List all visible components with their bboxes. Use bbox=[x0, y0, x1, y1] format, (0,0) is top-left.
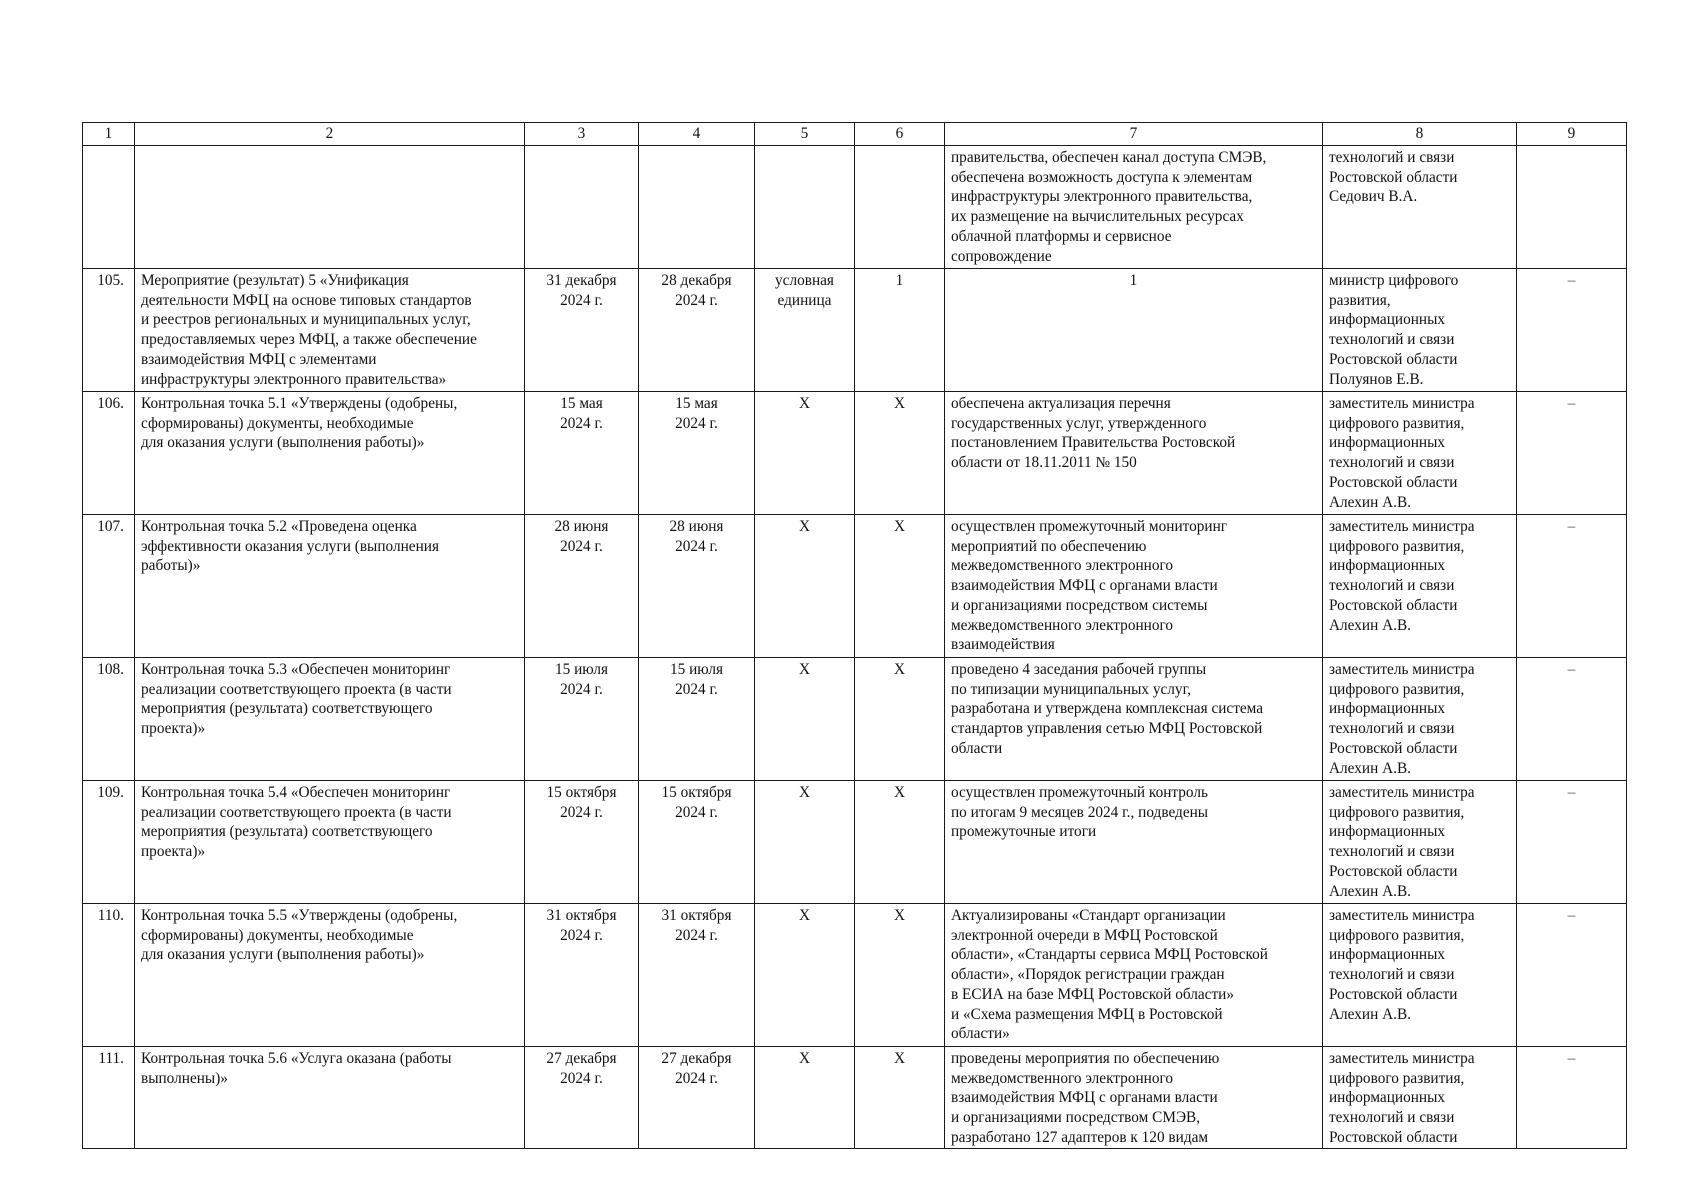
value-cell bbox=[855, 392, 945, 515]
result-cell bbox=[945, 1047, 1323, 1149]
column-number: 3 bbox=[525, 123, 639, 146]
event-name-text: Мероприятие (результат) 5 «Унификация деятельности МФЦ на основе типовых стандартов и реестров региональных и муниципальных услуг, предоставляемых через МФЦ, а также обеспечение взаимодействия МФЦ с элементами инфраструктуры электронного правительства» bbox=[141, 272, 477, 388]
table-row bbox=[83, 392, 1627, 515]
event-name-cell bbox=[135, 1047, 525, 1149]
table-row bbox=[83, 781, 1627, 904]
result-cell bbox=[945, 515, 1323, 658]
result-text: проведены мероприятия по обеспечению межведомственного электронного взаимодействия МФЦ с органами власти и организациями посредством СМЭВ, разработано 127 адаптеров к 120 видам bbox=[951, 1050, 1220, 1146]
unit-cell bbox=[755, 515, 855, 658]
planned-date-cell bbox=[525, 658, 639, 781]
value-text: Х bbox=[893, 907, 906, 924]
report-table bbox=[82, 122, 1627, 1149]
unit-text: Х bbox=[798, 661, 811, 678]
planned-date-cell bbox=[525, 1047, 639, 1149]
result-text: осуществлен промежуточный контроль по итогам 9 месяцев 2024 г., подведены промежуточные итоги bbox=[951, 784, 1209, 841]
event-name-text: Контрольная точка 5.1 «Утверждены (одобрены, сформированы) документы, необходимые для оказания услуги (выполнения работы)» bbox=[141, 395, 458, 452]
value-cell bbox=[855, 781, 945, 904]
actual-date-cell bbox=[639, 269, 755, 392]
planned-date-text: 31 октября 2024 г. bbox=[546, 907, 617, 944]
actual-date-cell bbox=[639, 146, 755, 269]
actual-date-cell bbox=[639, 1047, 755, 1149]
planned-date-cell bbox=[525, 146, 639, 269]
event-name-text: Контрольная точка 5.5 «Утверждены (одобрены, сформированы) документы, необходимые для оказания услуги (выполнения работы)» bbox=[141, 907, 458, 964]
planned-date-text: 15 октября 2024 г. bbox=[546, 784, 617, 821]
table-row bbox=[83, 269, 1627, 392]
column-number: 5 bbox=[755, 123, 855, 146]
column-number: 9 bbox=[1517, 123, 1627, 146]
note-cell bbox=[1517, 515, 1627, 658]
table-row bbox=[83, 515, 1627, 658]
column-number: 4 bbox=[639, 123, 755, 146]
responsible-text: министр цифрового развития, информационных технологий и связи Ростовской области Полуянов Е.В. bbox=[1329, 272, 1459, 388]
planned-date-cell bbox=[525, 515, 639, 658]
row-number-text: 107. bbox=[97, 518, 124, 535]
planned-date-cell bbox=[525, 781, 639, 904]
result-cell bbox=[945, 392, 1323, 515]
row-number-cell bbox=[83, 1047, 135, 1149]
planned-date-text: 28 июня 2024 г. bbox=[554, 518, 609, 555]
result-text: 1 bbox=[1129, 272, 1138, 289]
unit-text: условная единица bbox=[775, 272, 834, 309]
note-text: – bbox=[1567, 272, 1576, 289]
note-cell bbox=[1517, 781, 1627, 904]
result-cell bbox=[945, 658, 1323, 781]
column-number-row bbox=[83, 123, 1627, 146]
unit-cell bbox=[755, 781, 855, 904]
actual-date-cell bbox=[639, 781, 755, 904]
responsible-cell bbox=[1323, 392, 1517, 515]
column-number: 2 bbox=[135, 123, 525, 146]
row-number-text: 106. bbox=[97, 395, 124, 412]
table-row bbox=[83, 904, 1627, 1047]
value-cell bbox=[855, 658, 945, 781]
note-text: – bbox=[1567, 1050, 1576, 1067]
actual-date-text: 27 декабря 2024 г. bbox=[661, 1050, 732, 1087]
responsible-cell bbox=[1323, 904, 1517, 1047]
value-cell bbox=[855, 1047, 945, 1149]
actual-date-text: 28 июня 2024 г. bbox=[669, 518, 724, 555]
actual-date-text: 31 октября 2024 г. bbox=[661, 907, 732, 944]
responsible-text: заместитель министра цифрового развития, информационных технологий и связи Ростовской области bbox=[1329, 1050, 1475, 1146]
unit-cell bbox=[755, 392, 855, 515]
event-name-cell bbox=[135, 781, 525, 904]
actual-date-cell bbox=[639, 392, 755, 515]
column-number: 7 bbox=[945, 123, 1323, 146]
event-name-cell bbox=[135, 269, 525, 392]
column-number: 8 bbox=[1323, 123, 1517, 146]
value-cell bbox=[855, 146, 945, 269]
note-text: – bbox=[1567, 395, 1576, 412]
table-row bbox=[83, 1047, 1627, 1149]
event-name-cell bbox=[135, 658, 525, 781]
responsible-text: заместитель министра цифрового развития, информационных технологий и связи Ростовской области Алехин А.В. bbox=[1329, 395, 1475, 511]
note-text: – bbox=[1567, 518, 1576, 535]
result-cell bbox=[945, 781, 1323, 904]
actual-date-cell bbox=[639, 904, 755, 1047]
table-row bbox=[83, 146, 1627, 269]
note-text: – bbox=[1567, 661, 1576, 678]
event-name-text: Контрольная точка 5.4 «Обеспечен мониторинг реализации соответствующего проекта (в части мероприятия (результата) соответствующего проекта)» bbox=[141, 784, 452, 861]
responsible-cell bbox=[1323, 515, 1517, 658]
value-cell bbox=[855, 515, 945, 658]
planned-date-text: 15 июля 2024 г. bbox=[554, 661, 609, 698]
responsible-cell bbox=[1323, 781, 1517, 904]
planned-date-cell bbox=[525, 269, 639, 392]
responsible-text: заместитель министра цифрового развития, информационных технологий и связи Ростовской области Алехин А.В. bbox=[1329, 784, 1475, 900]
value-text: 1 bbox=[895, 272, 904, 289]
value-cell bbox=[855, 269, 945, 392]
column-number: 1 bbox=[83, 123, 135, 146]
result-cell bbox=[945, 146, 1323, 269]
planned-date-cell bbox=[525, 392, 639, 515]
unit-text: Х bbox=[798, 907, 811, 924]
row-number-cell bbox=[83, 269, 135, 392]
responsible-cell bbox=[1323, 146, 1517, 269]
actual-date-text: 28 декабря 2024 г. bbox=[661, 272, 732, 309]
result-text: обеспечена актуализация перечня государственных услуг, утвержденного постановлением Правительства Ростовской области от 18.11.2011 № 150 bbox=[951, 395, 1236, 472]
responsible-cell bbox=[1323, 269, 1517, 392]
value-text: Х bbox=[893, 784, 906, 801]
row-number-cell bbox=[83, 146, 135, 269]
responsible-text: заместитель министра цифрового развития, информационных технологий и связи Ростовской области Алехин А.В. bbox=[1329, 661, 1475, 777]
actual-date-text: 15 октября 2024 г. bbox=[661, 784, 732, 821]
unit-cell bbox=[755, 658, 855, 781]
value-text: Х bbox=[893, 395, 906, 412]
unit-cell bbox=[755, 146, 855, 269]
result-text: осуществлен промежуточный мониторинг мероприятий по обеспечению межведомственного электронного взаимодействия МФЦ с органами власти и организациями посредством системы межведомственного электронного взаимодействия bbox=[951, 518, 1228, 654]
result-text: Актуализированы «Стандарт организации электронной очереди в МФЦ Ростовской области», «Стандарты сервиса МФЦ Ростовской области», «Порядок регистрации граждан в ЕСИА на базе МФЦ Ростовской области» и «Схема размещения МФЦ в Ростовской области» bbox=[951, 907, 1268, 1043]
actual-date-text: 15 июля 2024 г. bbox=[669, 661, 724, 698]
note-cell bbox=[1517, 146, 1627, 269]
responsible-text: заместитель министра цифрового развития, информационных технологий и связи Ростовской области Алехин А.В. bbox=[1329, 907, 1475, 1023]
row-number-text: 110. bbox=[97, 907, 124, 924]
planned-date-text: 31 декабря 2024 г. bbox=[546, 272, 617, 309]
row-number-cell bbox=[83, 781, 135, 904]
note-cell bbox=[1517, 269, 1627, 392]
note-cell bbox=[1517, 392, 1627, 515]
event-name-cell bbox=[135, 392, 525, 515]
row-number-cell bbox=[83, 392, 135, 515]
unit-text: Х bbox=[798, 518, 811, 535]
actual-date-cell bbox=[639, 658, 755, 781]
unit-cell bbox=[755, 904, 855, 1047]
result-text: проведено 4 заседания рабочей группы по типизации муниципальных услуг, разработана и утверждена комплексная система стандартов управления сетью МФЦ Ростовской области bbox=[951, 661, 1264, 757]
result-text: правительства, обеспечен канал доступа СМЭВ, обеспечена возможность доступа к элементам инфраструктуры электронного правительства, их размещение на вычислительных ресурсах облачной платформы и сервисное сопровождение bbox=[951, 149, 1267, 265]
event-name-cell bbox=[135, 515, 525, 658]
row-number-text: 109. bbox=[97, 784, 124, 801]
note-cell bbox=[1517, 904, 1627, 1047]
row-number-cell bbox=[83, 515, 135, 658]
unit-cell bbox=[755, 1047, 855, 1149]
result-cell bbox=[945, 904, 1323, 1047]
event-name-text: Контрольная точка 5.3 «Обеспечен мониторинг реализации соответствующего проекта (в части мероприятия (результата) соответствующего проекта)» bbox=[141, 661, 452, 738]
column-number: 6 bbox=[855, 123, 945, 146]
note-cell bbox=[1517, 1047, 1627, 1149]
row-number-text: 111. bbox=[98, 1050, 124, 1067]
table-row bbox=[83, 658, 1627, 781]
note-cell bbox=[1517, 658, 1627, 781]
row-number-cell bbox=[83, 658, 135, 781]
row-number-cell bbox=[83, 904, 135, 1047]
note-text: – bbox=[1567, 784, 1576, 801]
table-body bbox=[83, 123, 1627, 1149]
result-cell bbox=[945, 269, 1323, 392]
value-cell bbox=[855, 904, 945, 1047]
responsible-cell bbox=[1323, 1047, 1517, 1149]
row-number-text: 105. bbox=[97, 272, 124, 289]
planned-date-text: 15 мая 2024 г. bbox=[560, 395, 603, 432]
value-text: Х bbox=[893, 1050, 906, 1067]
event-name-cell bbox=[135, 904, 525, 1047]
unit-cell bbox=[755, 269, 855, 392]
responsible-cell bbox=[1323, 658, 1517, 781]
unit-text: Х bbox=[798, 1050, 811, 1067]
event-name-text: Контрольная точка 5.2 «Проведена оценка эффективности оказания услуги (выполнения работы)» bbox=[141, 518, 439, 575]
actual-date-cell bbox=[639, 515, 755, 658]
planned-date-text: 27 декабря 2024 г. bbox=[546, 1050, 617, 1087]
value-text: Х bbox=[893, 518, 906, 535]
unit-text: Х bbox=[798, 784, 811, 801]
value-text: Х bbox=[893, 661, 906, 678]
note-text: – bbox=[1567, 907, 1576, 924]
row-number-text: 108. bbox=[97, 661, 124, 678]
actual-date-text: 15 мая 2024 г. bbox=[675, 395, 718, 432]
responsible-text: заместитель министра цифрового развития, информационных технологий и связи Ростовской области Алехин А.В. bbox=[1329, 518, 1475, 634]
event-name-cell bbox=[135, 146, 525, 269]
planned-date-cell bbox=[525, 904, 639, 1047]
event-name-text: Контрольная точка 5.6 «Услуга оказана (работы выполнены)» bbox=[141, 1050, 452, 1087]
responsible-text: технологий и связи Ростовской области Седович В.А. bbox=[1329, 149, 1458, 206]
unit-text: Х bbox=[798, 395, 811, 412]
